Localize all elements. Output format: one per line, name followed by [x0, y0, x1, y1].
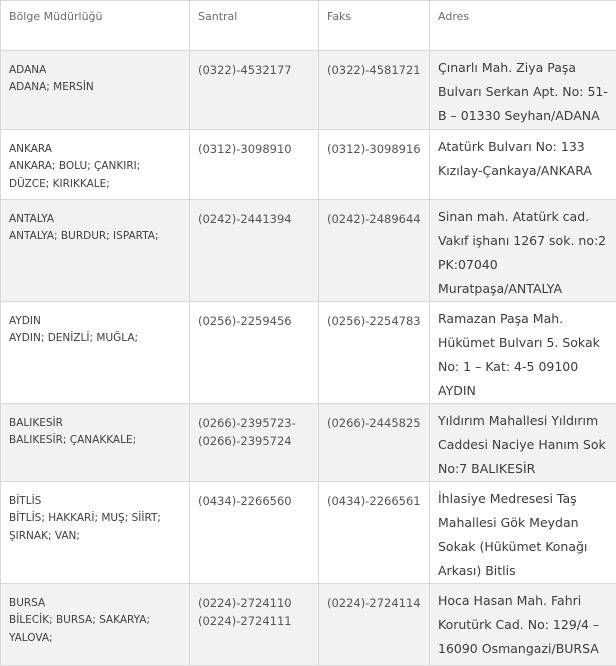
region-cell: [1, 302, 190, 404]
region-cell: [1, 200, 190, 302]
table-row: [1, 302, 616, 404]
address-text: Ramazan Paşa Mah. Hükümet Bulvarı 5. Sokak No: 1 – Kat: 4-5 09100 AYDIN: [430, 302, 616, 404]
region-cities: ADANA; MERSİN: [9, 78, 181, 96]
fax-number: (0224)-2724114: [319, 584, 430, 666]
region-name: AYDIN: [9, 313, 181, 329]
switchboard-phone: (0242)-2441394: [190, 200, 319, 302]
header-fax: Faks: [319, 1, 430, 51]
region-name: ANKARA: [9, 141, 181, 157]
header-region: Bölge Müdürlüğü: [1, 1, 190, 51]
region-name: BURSA: [9, 595, 181, 611]
fax-number: (0242)-2489644: [319, 200, 430, 302]
address-text: Çınarlı Mah. Ziya Paşa Bulvarı Serkan Apt. No: 51-B – 01330 Seyhan/ADANA: [430, 51, 616, 130]
region-cities: BİTLİS; HAKKARİ; MUŞ; SİİRT; ŞIRNAK; VAN;: [9, 509, 181, 545]
switchboard-phone: (0266)-2395723-(0266)-2395724: [190, 404, 319, 482]
header-switchboard: Santral: [190, 1, 319, 51]
table-row: [1, 404, 616, 482]
switchboard-phone: (0312)-3098910: [190, 130, 319, 200]
table-row: [1, 200, 616, 302]
table-row: [1, 584, 616, 666]
address-text: Hoca Hasan Mah. Fahri Korutürk Cad. No: 129/4 – 16090 Osmangazi/BURSA: [430, 584, 616, 666]
region-name: ADANA: [9, 62, 181, 78]
address-text: Atatürk Bulvarı No: 133 Kızılay-Çankaya/ANKARA: [430, 130, 616, 200]
switchboard-phone: (0322)-4532177: [190, 51, 319, 130]
table-row: [1, 130, 616, 200]
fax-number: (0434)-2266561: [319, 482, 430, 584]
switchboard-phone: (0256)-2259456: [190, 302, 319, 404]
region-name: BALIKESİR: [9, 415, 181, 431]
address-text: Yıldırım Mahallesi Yıldırım Caddesi Naciye Hanım Sok No:7 BALIKESİR: [430, 404, 616, 482]
region-cities: BİLECİK; BURSA; SAKARYA; YALOVA;: [9, 611, 181, 647]
region-cities: ANKARA; BOLU; ÇANKIRI; DÜZCE; KIRIKKALE;: [9, 157, 181, 193]
header-address: Adres: [430, 1, 616, 51]
region-name: ANTALYA: [9, 211, 181, 227]
region-cities: ANTALYA; BURDUR; ISPARTA;: [9, 227, 181, 245]
fax-number: (0312)-3098916: [319, 130, 430, 200]
region-cities: BALIKESİR; ÇANAKKALE;: [9, 431, 181, 449]
address-text: Sinan mah. Atatürk cad. Vakıf işhanı 1267 sok. no:2 PK:07040 Muratpaşa/ANTALYA: [430, 200, 616, 302]
region-cell: [1, 130, 190, 200]
fax-number: (0266)-2445825: [319, 404, 430, 482]
region-name: BİTLİS: [9, 493, 181, 509]
fax-number: (0322)-4581721: [319, 51, 430, 130]
address-text: İhlasiye Medresesi Taş Mahallesi Gök Meydan Sokak (Hükümet Konağı Arkası) Bitlis: [430, 482, 616, 584]
switchboard-phone: (0224)-2724110 (0224)-2724111: [190, 584, 319, 666]
table-header-row: [1, 1, 616, 51]
fax-number: (0256)-2254783: [319, 302, 430, 404]
region-cities: AYDIN; DENİZLİ; MUĞLA;: [9, 329, 181, 347]
table-row: [1, 51, 616, 130]
region-cell: [1, 404, 190, 482]
region-cell: [1, 584, 190, 666]
switchboard-phone: (0434)-2266560: [190, 482, 319, 584]
region-cell: [1, 51, 190, 130]
region-cell: [1, 482, 190, 584]
table-row: [1, 482, 616, 584]
